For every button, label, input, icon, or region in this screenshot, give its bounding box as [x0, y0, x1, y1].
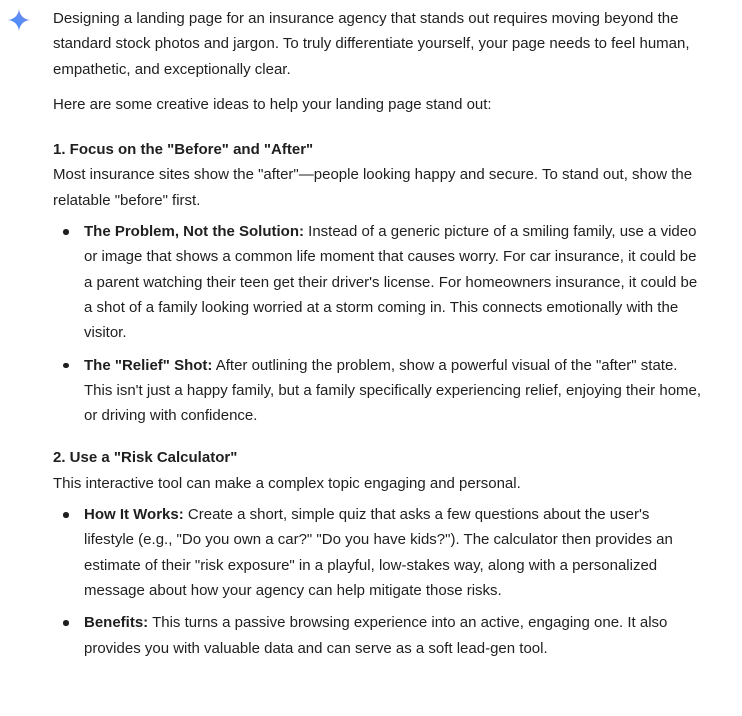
list-item [53, 502, 703, 603]
list-item [53, 219, 703, 345]
gemini-sparkle-icon [7, 8, 31, 32]
section-heading: 1. Focus on the "Before" and "After" [53, 141, 314, 159]
bullet-list [53, 219, 703, 428]
ideas-paragraph: Here are some creative ideas to help your landing page stand out: [53, 95, 492, 113]
section-intro: This interactive tool can make a complex topic engaging and personal. [53, 474, 521, 492]
list-item [53, 353, 703, 429]
bullet-term: The Problem, Not the Solution: [84, 223, 304, 241]
section-before-after [53, 137, 703, 428]
bullet-text: This turns a passive browsing experience into an active, engaging one. It also provides you with valuable data and can serve as a soft lead-gen tool. [84, 614, 668, 657]
section-risk-calculator [53, 445, 703, 660]
section-heading: 2. Use a "Risk Calculator" [53, 449, 238, 467]
list-item [53, 610, 703, 661]
assistant-response [53, 6, 703, 668]
bullet-list [53, 502, 703, 661]
intro-paragraph: Designing a landing page for an insurance agency that stands out requires moving beyond the standard stock photos and jargon. To truly differentiate yourself, your page needs to feel human, empathetic, and exceptionally clear. [53, 10, 690, 78]
bullet-text: Instead of a generic picture of a smiling family, use a video or image that shows a common life moment that causes worry. For car insurance, it could be a parent watching their teen get their driver's license. For homeowners insurance, it could be a shot of a family looking worried at a storm coming in. This connects emotionally with the visitor. [84, 223, 698, 342]
bullet-text: Create a short, simple quiz that asks a few questions about the user's lifestyle (e.g., "Do you own a car?" "Do you have kids?"). The calculator then provides an estimate of their "risk exposure" in a playful, low-stakes way, along with a personalized message about how your agency can help mitigate those risks. [84, 506, 673, 599]
bullet-term: How It Works: [84, 506, 184, 524]
bullet-term: The "Relief" Shot: [84, 356, 213, 374]
bullet-term: Benefits: [84, 614, 149, 632]
bullet-text: After outlining the problem, show a powerful visual of the "after" state. This isn't just a happy family, but a family specifically experiencing relief, enjoying their home, or driving with confidence. [84, 356, 702, 425]
section-intro: Most insurance sites show the "after"—people looking happy and secure. To stand out, show the relatable "before" first. [53, 166, 693, 209]
